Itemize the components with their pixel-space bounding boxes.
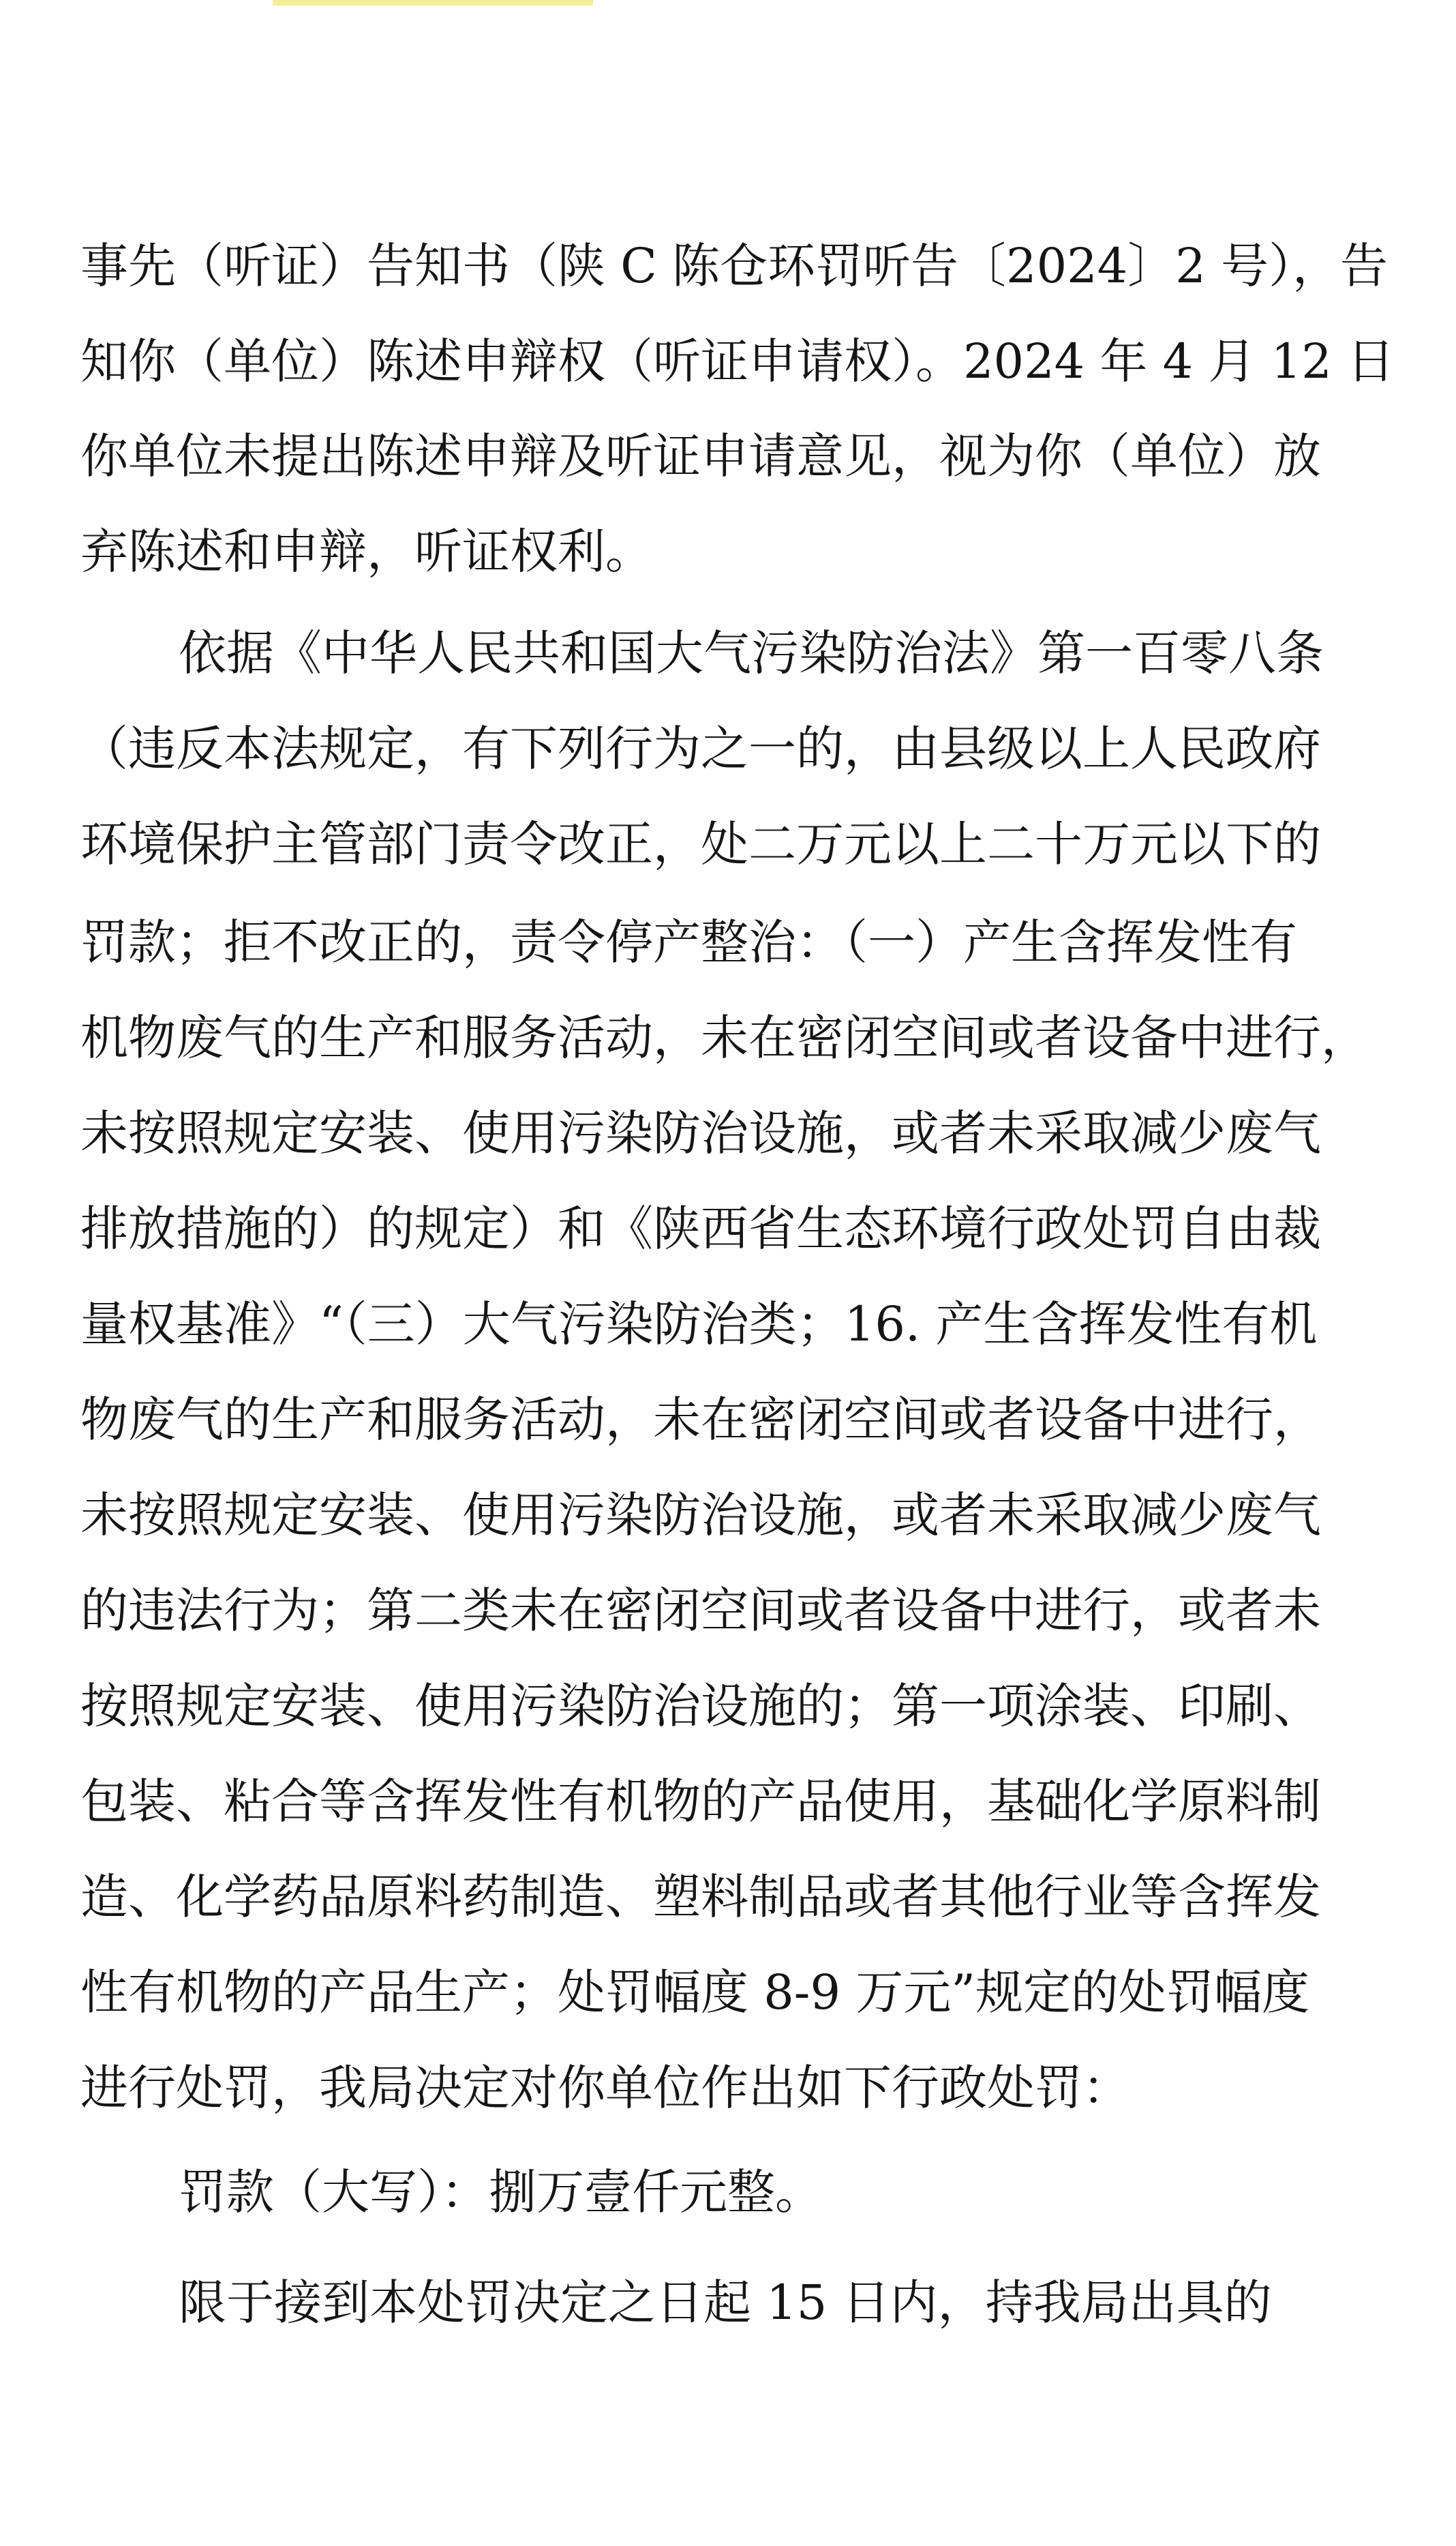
text-line-5: 依据《中华人民共和国大气污染防治法》第一百零八条 <box>179 625 1324 681</box>
scan-edge-mark <box>273 0 593 5</box>
text-line-8: 罚款；拒不改正的，责令停产整治：（一）产生含挥发性有 <box>80 914 1297 970</box>
payment-deadline-line: 限于接到本处罚决定之日起 15 日内，持我局出具的 <box>179 2275 1272 2331</box>
text-line-7: 环境保护主管部门责令改正，处二万元以上二十万元以下的 <box>80 816 1321 872</box>
text-line-20: 进行处罚，我局决定对你单位作出如下行政处罚： <box>80 2060 1130 2116</box>
text-line-9: 机物废气的生产和服务活动，未在密闭空间或者设备中进行， <box>80 1010 1369 1066</box>
text-line-13: 物废气的生产和服务活动，未在密闭空间或者设备中进行， <box>80 1392 1321 1448</box>
text-line-11: 排放措施的）的规定）和《陕西省生态环境行政处罚自由裁 <box>80 1201 1321 1257</box>
text-line-3: 你单位未提出陈述申辩及听证申请意见，视为你（单位）放 <box>80 428 1321 484</box>
text-line-2: 知你（单位）陈述申辩权（听证申请权）。2024 年 4 月 12 日 <box>80 333 1395 389</box>
text-line-10: 未按照规定安装、使用污染防治设施，或者未采取减少废气 <box>80 1105 1321 1161</box>
text-line-6: （违反本法规定，有下列行为之一的，由县级以上人民政府 <box>80 721 1321 777</box>
text-line-12: 量权基准》“（三）大气污染防治类；16. 产生含挥发性有机 <box>80 1296 1318 1352</box>
text-line-17: 包装、粘合等含挥发性有机物的产品使用，基础化学原料制 <box>80 1773 1321 1829</box>
text-line-14: 未按照规定安装、使用污染防治设施，或者未采取减少废气 <box>80 1487 1321 1543</box>
fine-amount-line: 罚款（大写）：捌万壹仟元整。 <box>179 2164 823 2220</box>
text-line-16: 按照规定安装、使用污染防治设施的；第一项涂装、印刷、 <box>80 1678 1321 1734</box>
text-line-18: 造、化学药品原料药制造、塑料制品或者其他行业等含挥发 <box>80 1869 1321 1925</box>
text-line-1: 事先（听证）告知书（陕 C 陈仓环罚听告〔2024〕2 号），告 <box>80 238 1388 294</box>
text-line-19: 性有机物的产品生产；处罚幅度 8-9 万元”规定的处罚幅度 <box>80 1964 1310 2020</box>
text-line-15: 的违法行为；第二类未在密闭空间或者设备中进行，或者未 <box>80 1583 1321 1638</box>
text-line-4: 弃陈述和申辩，听证权利。 <box>80 524 653 580</box>
